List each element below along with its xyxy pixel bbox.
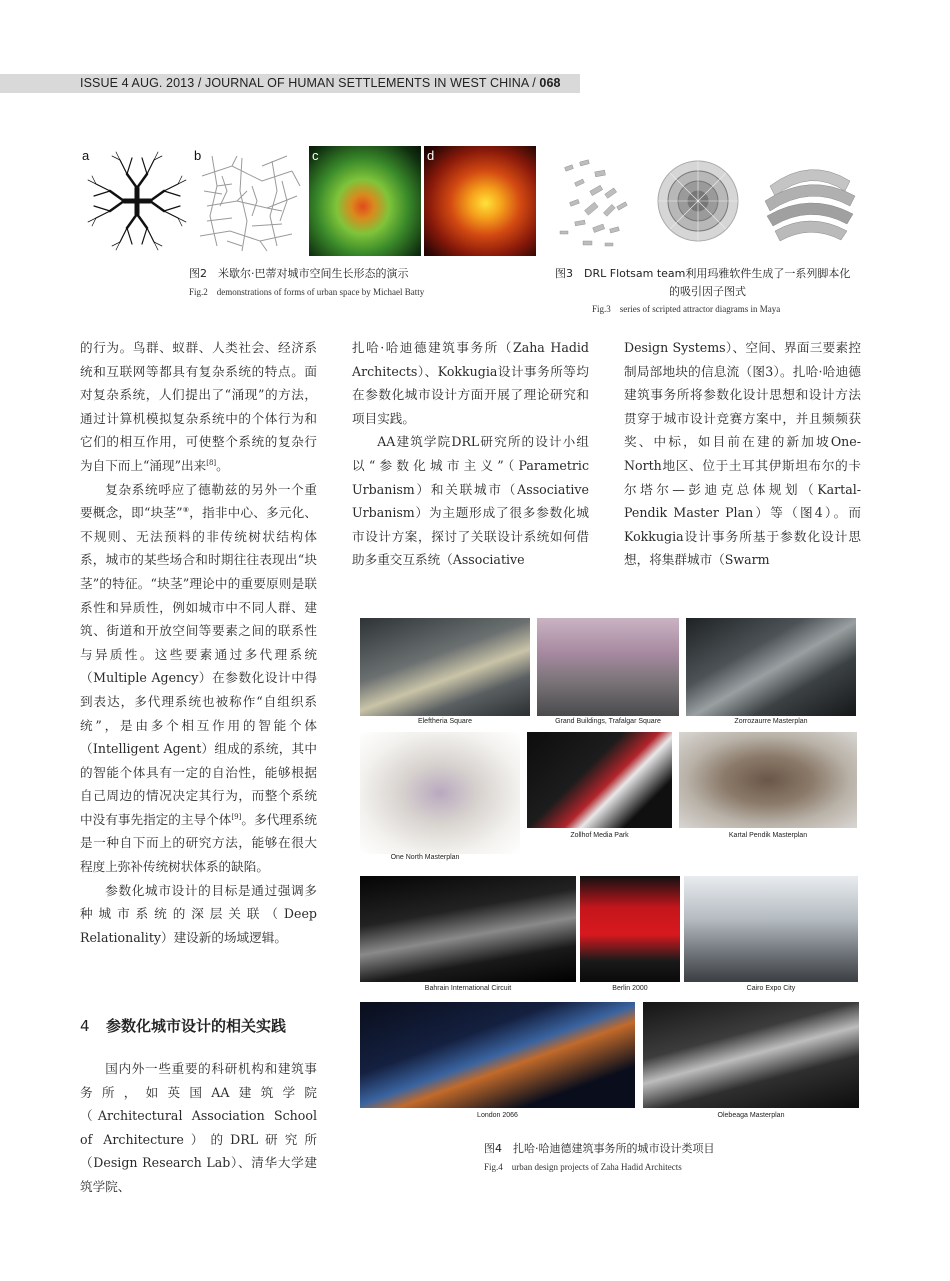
fig2-panel-b <box>192 146 304 256</box>
footnote-marker: ⑧ <box>182 505 190 514</box>
section-number: 4 <box>80 1017 90 1035</box>
column-1-lower <box>80 1057 317 1199</box>
label-onenorth: One North Masterplan <box>390 854 460 861</box>
photo-zollhof <box>527 732 672 828</box>
panel-letter-b: b <box>194 148 202 163</box>
fig3-caption-line1: 图3 DRL Flotsam team利用玛雅软件生成了一系列脚本化 <box>555 267 851 280</box>
issue-label: ISSUE 4 AUG. 2013 <box>80 76 195 90</box>
attractor-diagram-icon <box>545 146 645 256</box>
photo-grand-buildings <box>537 618 679 716</box>
photo-cairo <box>684 876 858 982</box>
label-eleftheria: Eleftheria Square <box>417 718 473 725</box>
paragraph: AA建筑学院DRL研究所的设计小组以“参数化城市主义”（Parametric Urbanism）和关联城市（Associative Urbanism）为主题形成了很多参数化城市设计方案，探讨了关联设计系统如何借助多重交互系统（Associative <box>352 434 589 568</box>
column-2 <box>352 336 589 572</box>
label-cairo: Cairo Expo City <box>746 985 796 992</box>
paragraph: 扎哈·哈迪德建筑事务所（Zaha Hadid Architects）、Kokkugia设计事务所等均在参数化城市设计方面开展了理论研究和项目实践。 <box>352 340 589 426</box>
running-header: ISSUE 4 AUG. 2013 / JOURNAL OF HUMAN SETTLEMENTS IN WEST CHINA / 068 <box>80 76 561 90</box>
section-heading <box>80 1015 286 1036</box>
fig4-caption: 图4 扎哈·哈迪德建筑事务所的城市设计类项目 <box>484 1142 715 1155</box>
label-zollhof: Zollhof Media Park <box>570 832 629 839</box>
column-3 <box>624 336 861 572</box>
fig3-diagram-1 <box>545 146 645 256</box>
photo-one-north <box>360 732 520 854</box>
column-1-upper <box>80 336 317 949</box>
fig3-caption-en: Fig.3 series of scripted attractor diagrams in Maya <box>592 304 781 314</box>
photo-bahrain <box>360 876 576 982</box>
fig4-caption-en: Fig.4 urban design projects of Zaha Hadid Architects <box>484 1162 682 1172</box>
street-network-icon <box>192 146 304 256</box>
citation: [9] <box>231 812 242 821</box>
photo-berlin <box>580 876 680 982</box>
section-title: 参数化城市设计的相关实践 <box>106 1017 287 1035</box>
fig2-panel-d <box>424 146 536 256</box>
label-berlin: Berlin 2000 <box>612 985 648 992</box>
photo-kartal <box>679 732 857 828</box>
label-london: London 2066 <box>477 1112 518 1119</box>
fig2-caption-en: Fig.2 demonstrations of forms of urban space by Michael Batty <box>189 287 425 297</box>
citation: [8] <box>206 458 217 467</box>
paragraph <box>80 336 317 478</box>
paragraph <box>80 478 317 879</box>
fig3-caption-line2: 的吸引因子图式 <box>669 285 746 298</box>
label-zorrozaurre: Zorrozaurre Masterplan <box>734 718 808 725</box>
page-number: 068 <box>539 76 561 90</box>
text: 的行为。鸟群、蚁群、人类社会、经济系统和互联网等都具有复杂系统的特点。面对复杂系统，人们提出了“涌现”的方法，通过计算机模拟复杂系统中的个体行为和它们的相互作用，可使整个系统的复杂行为自下而上“涌现”出来 <box>80 340 317 473</box>
paragraph: 参数化城市设计的目标是通过强调多种城市系统的深层关联（Deep Relationality）建设新的场域逻辑。 <box>80 882 317 945</box>
panel-letter-d: d <box>427 148 435 163</box>
text: 。 <box>216 457 229 473</box>
fig2-panel-c <box>309 146 421 256</box>
paragraph: 国内外一些重要的科研机构和建筑事务所，如英国AA建筑学院（Architectural Association School of Architecture）的DRL研究所（Design Research Lab）、清华大学建筑学院、 <box>80 1061 317 1194</box>
panel-letter-c: c <box>312 148 319 163</box>
layered-diagram-icon <box>755 146 865 256</box>
spiral-diagram-icon <box>648 146 748 256</box>
fig2-caption: 图2 米歇尔·巴蒂对城市空间生长形态的演示 <box>189 267 409 280</box>
text: 。多代理系统是一种自下而上的研究方法，能够在很大程度上弥补传统树状体系的缺陷。 <box>80 811 318 875</box>
label-grand: Grand Buildings, Trafalgar Square <box>555 718 661 725</box>
photo-zorrozaurre <box>686 618 856 716</box>
fig2-panel-a <box>82 146 192 256</box>
text: ，指非中心、多元化、不规则、无法预料的非传统树状结构体系，城市的某些场合和时期往往表现出“块茎”的特征。“块茎”理论中的重要原则是联系性和异质性，例如城市中不同人群、建筑、街道和开放空间等要素之间的联系性与异质性。这些要素通过多代理系统（Multiple Agency）在参数化设计中得到表达，多代理系统也被称作“自组织系统”，是由多个相互作用的智能个体（Intelligent Agent）组成的系统，其中的智能个体具有一定的自治性，能够根据自己周边的情况决定其行为，而整个系统中没有事先指定的主导个体 <box>80 505 317 827</box>
panel-letter-a: a <box>82 148 90 163</box>
photo-eleftheria-square <box>360 618 530 716</box>
photo-london <box>360 1002 635 1108</box>
journal-name: JOURNAL OF HUMAN SETTLEMENTS IN WEST CHINA <box>204 76 529 90</box>
label-kartal: Kartal Pendik Masterplan <box>728 832 808 839</box>
text: 复杂系统呼应了德勒兹的另外一个重要概念，即“块茎” <box>80 481 317 521</box>
label-bahrain: Bahrain International Circuit <box>424 985 512 992</box>
photo-olebeaga <box>643 1002 859 1108</box>
fig3-diagram-3 <box>755 146 865 256</box>
fig3-diagram-2 <box>648 146 748 256</box>
paragraph: Design Systems）、空间、界面三要素控制局部地块的信息流（图3）。扎哈·哈迪德建筑事务所将参数化设计思想和设计方法贯穿于城市设计竞赛方案中，并且频频获奖、中标，如目前在建的新加坡One-North地区、位于土耳其伊斯坦布尔的卡尔塔尔—彭迪克总体规划（Kartal-Pendik Master Plan）等（图4）。而Kokkugia设计事务所基于参数化设计思想，将集群城市（Swarm <box>624 340 861 568</box>
tree-diagram-icon <box>82 146 192 256</box>
label-olebeaga: Olebeaga Masterplan <box>717 1112 785 1119</box>
